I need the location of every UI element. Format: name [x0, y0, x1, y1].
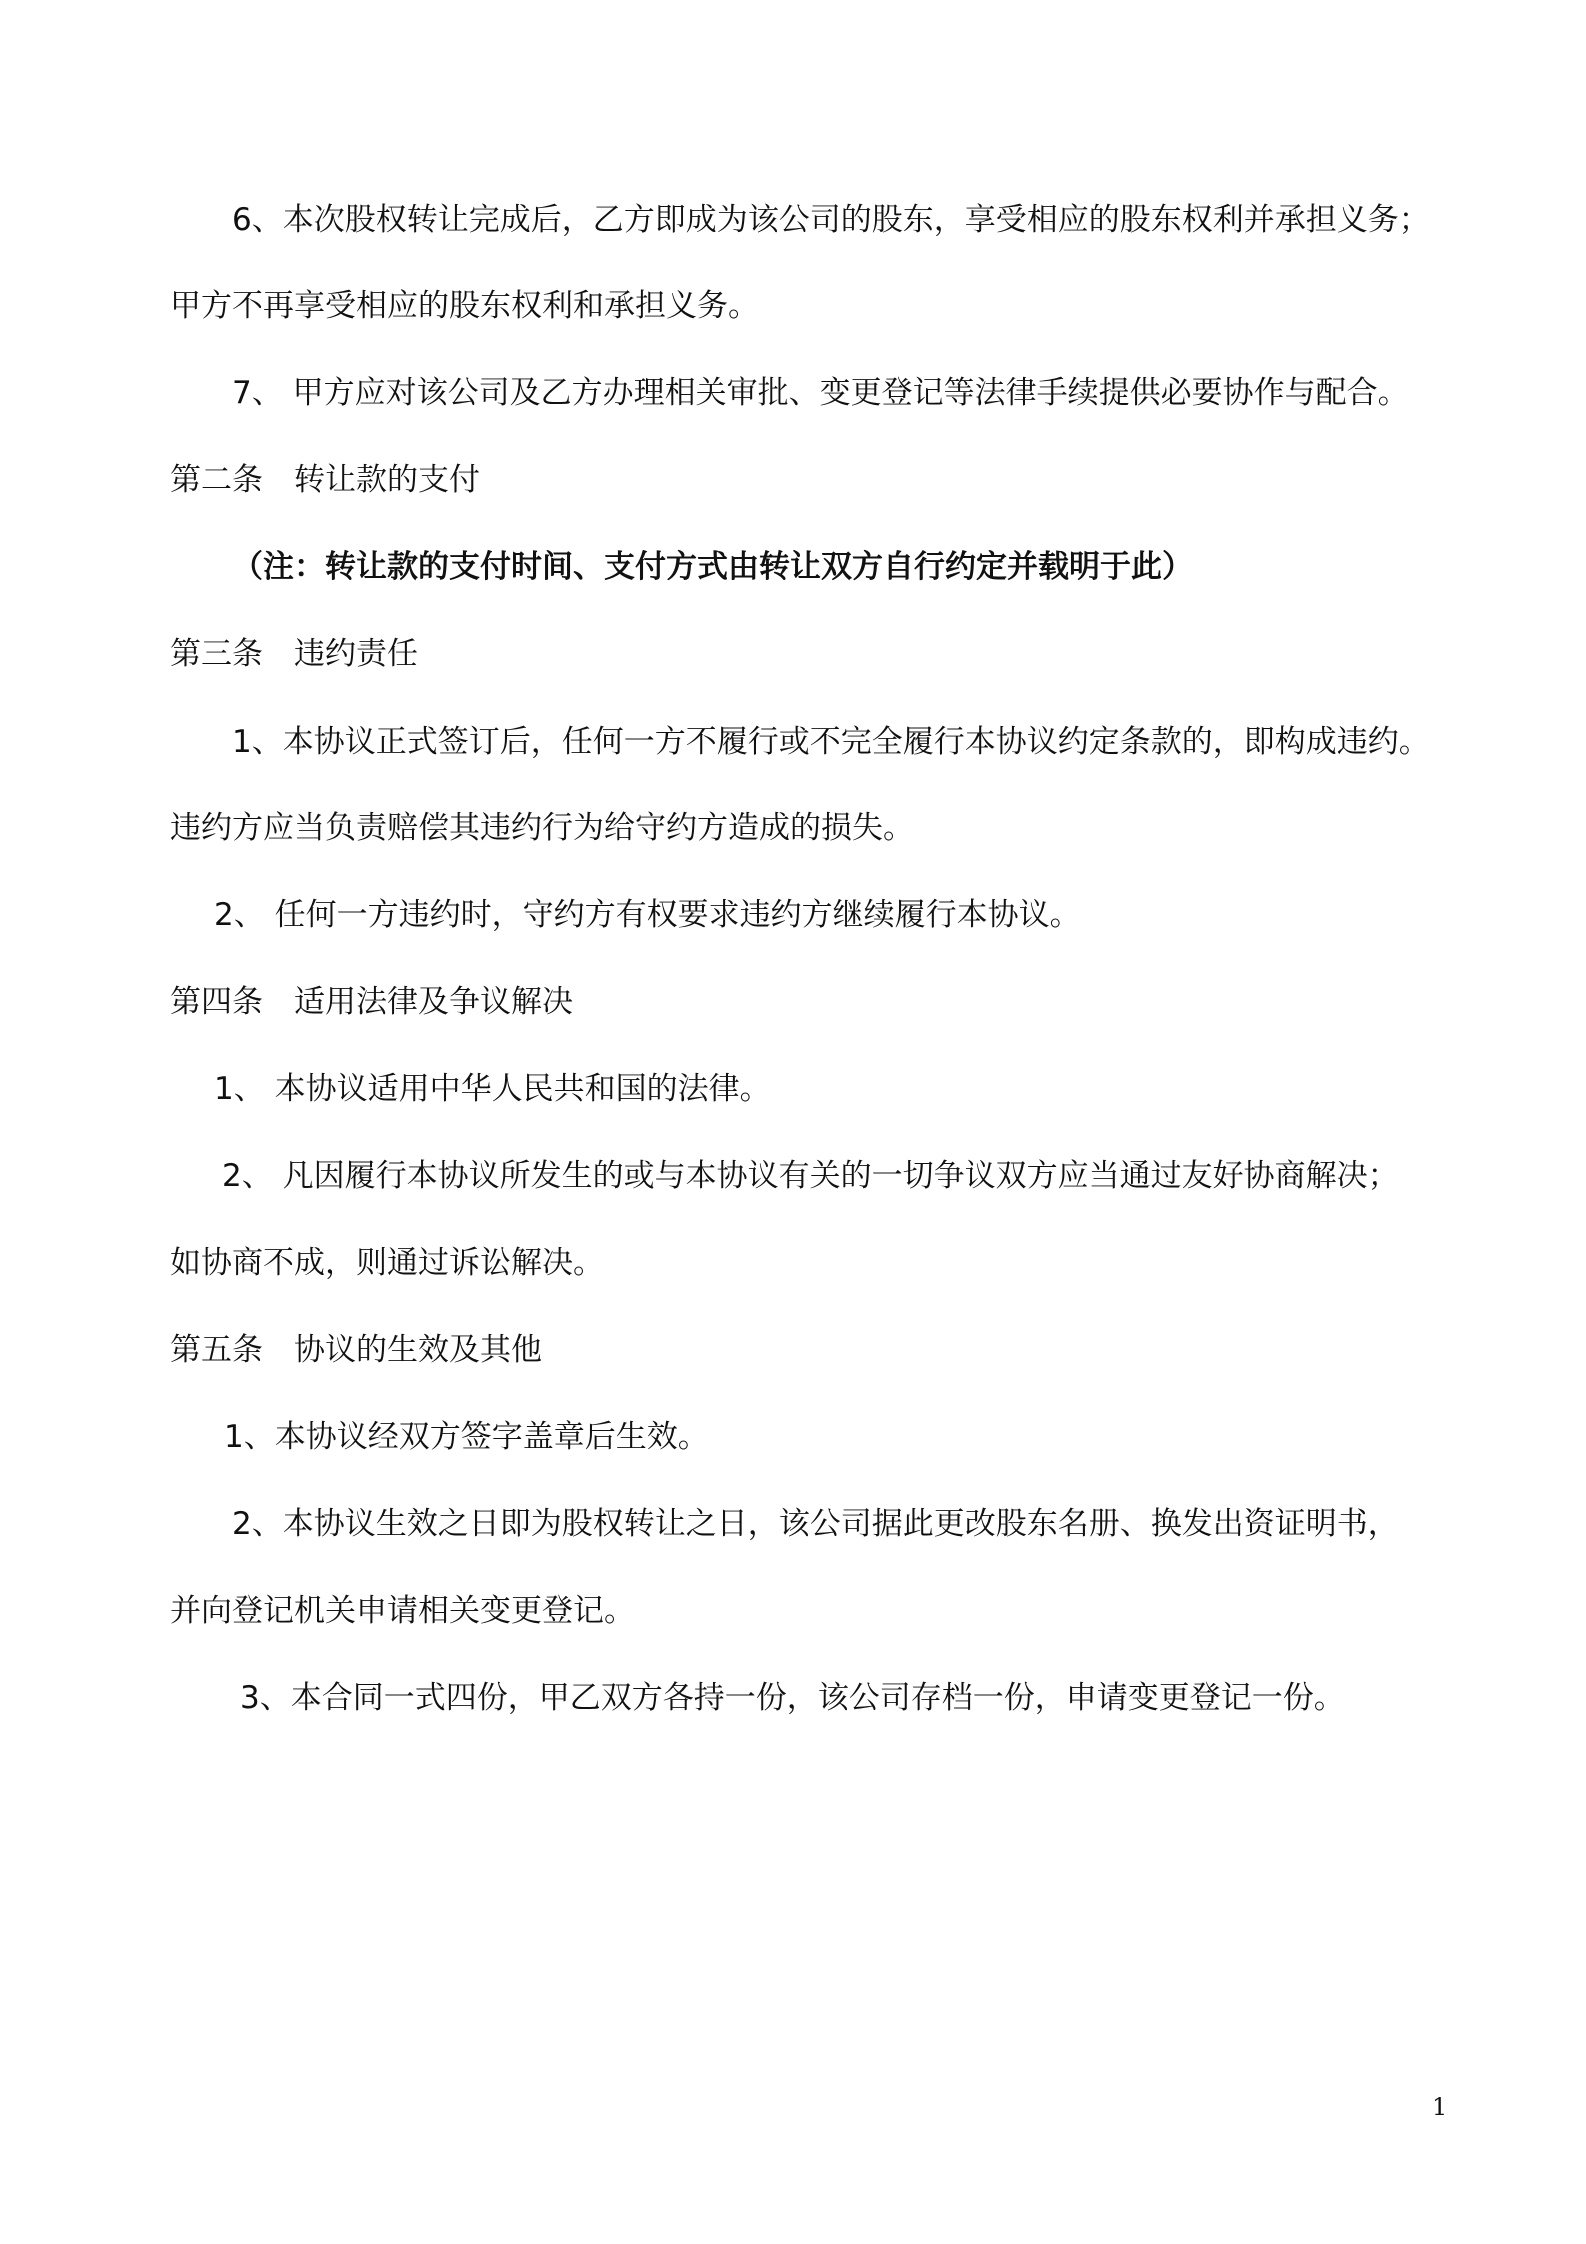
article-heading-5: 第五条 协议的生效及其他 — [170, 1332, 542, 1368]
law-item-2-continued: 如协商不成，则通过诉讼解决。 — [170, 1245, 604, 1281]
effect-item-1: 1、本协议经双方签字盖章后生效。 — [224, 1419, 709, 1455]
clause-item-7: 7、 甲方应对该公司及乙方办理相关审批、变更登记等法律手续提供必要协作与配合。 — [232, 375, 1409, 411]
effect-item-2-continued: 并向登记机关申请相关变更登记。 — [170, 1593, 635, 1629]
breach-item-2: 2、 任何一方违约时，守约方有权要求违约方继续履行本协议。 — [214, 897, 1081, 933]
payment-note: （注：转让款的支付时间、支付方式由转让双方自行约定并载明于此） — [232, 549, 1193, 585]
effect-item-2: 2、本协议生效之日即为股权转让之日，该公司据此更改股东名册、换发出资证明书， — [232, 1506, 1399, 1542]
clause-item-6: 6、本次股权转让完成后，乙方即成为该公司的股东，享受相应的股东权利并承担义务； — [232, 202, 1430, 238]
breach-item-1: 1、本协议正式签订后，任何一方不履行或不完全履行本协议约定条款的，即构成违约。 — [232, 724, 1430, 760]
article-heading-3: 第三条 违约责任 — [170, 636, 418, 672]
page-number: 1 — [1432, 2093, 1448, 2121]
law-item-1: 1、 本协议适用中华人民共和国的法律。 — [214, 1071, 771, 1107]
effect-item-3: 3、本合同一式四份，甲乙双方各持一份，该公司存档一份，申请变更登记一份。 — [240, 1680, 1345, 1716]
breach-item-1-continued: 违约方应当负责赔偿其违约行为给守约方造成的损失。 — [170, 810, 914, 846]
article-heading-4: 第四条 适用法律及争议解决 — [170, 984, 573, 1020]
clause-item-6-continued: 甲方不再享受相应的股东权利和承担义务。 — [170, 288, 759, 324]
law-item-2: 2、 凡因履行本协议所发生的或与本协议有关的一切争议双方应当通过友好协商解决； — [222, 1158, 1399, 1194]
article-heading-2: 第二条 转让款的支付 — [170, 462, 480, 498]
